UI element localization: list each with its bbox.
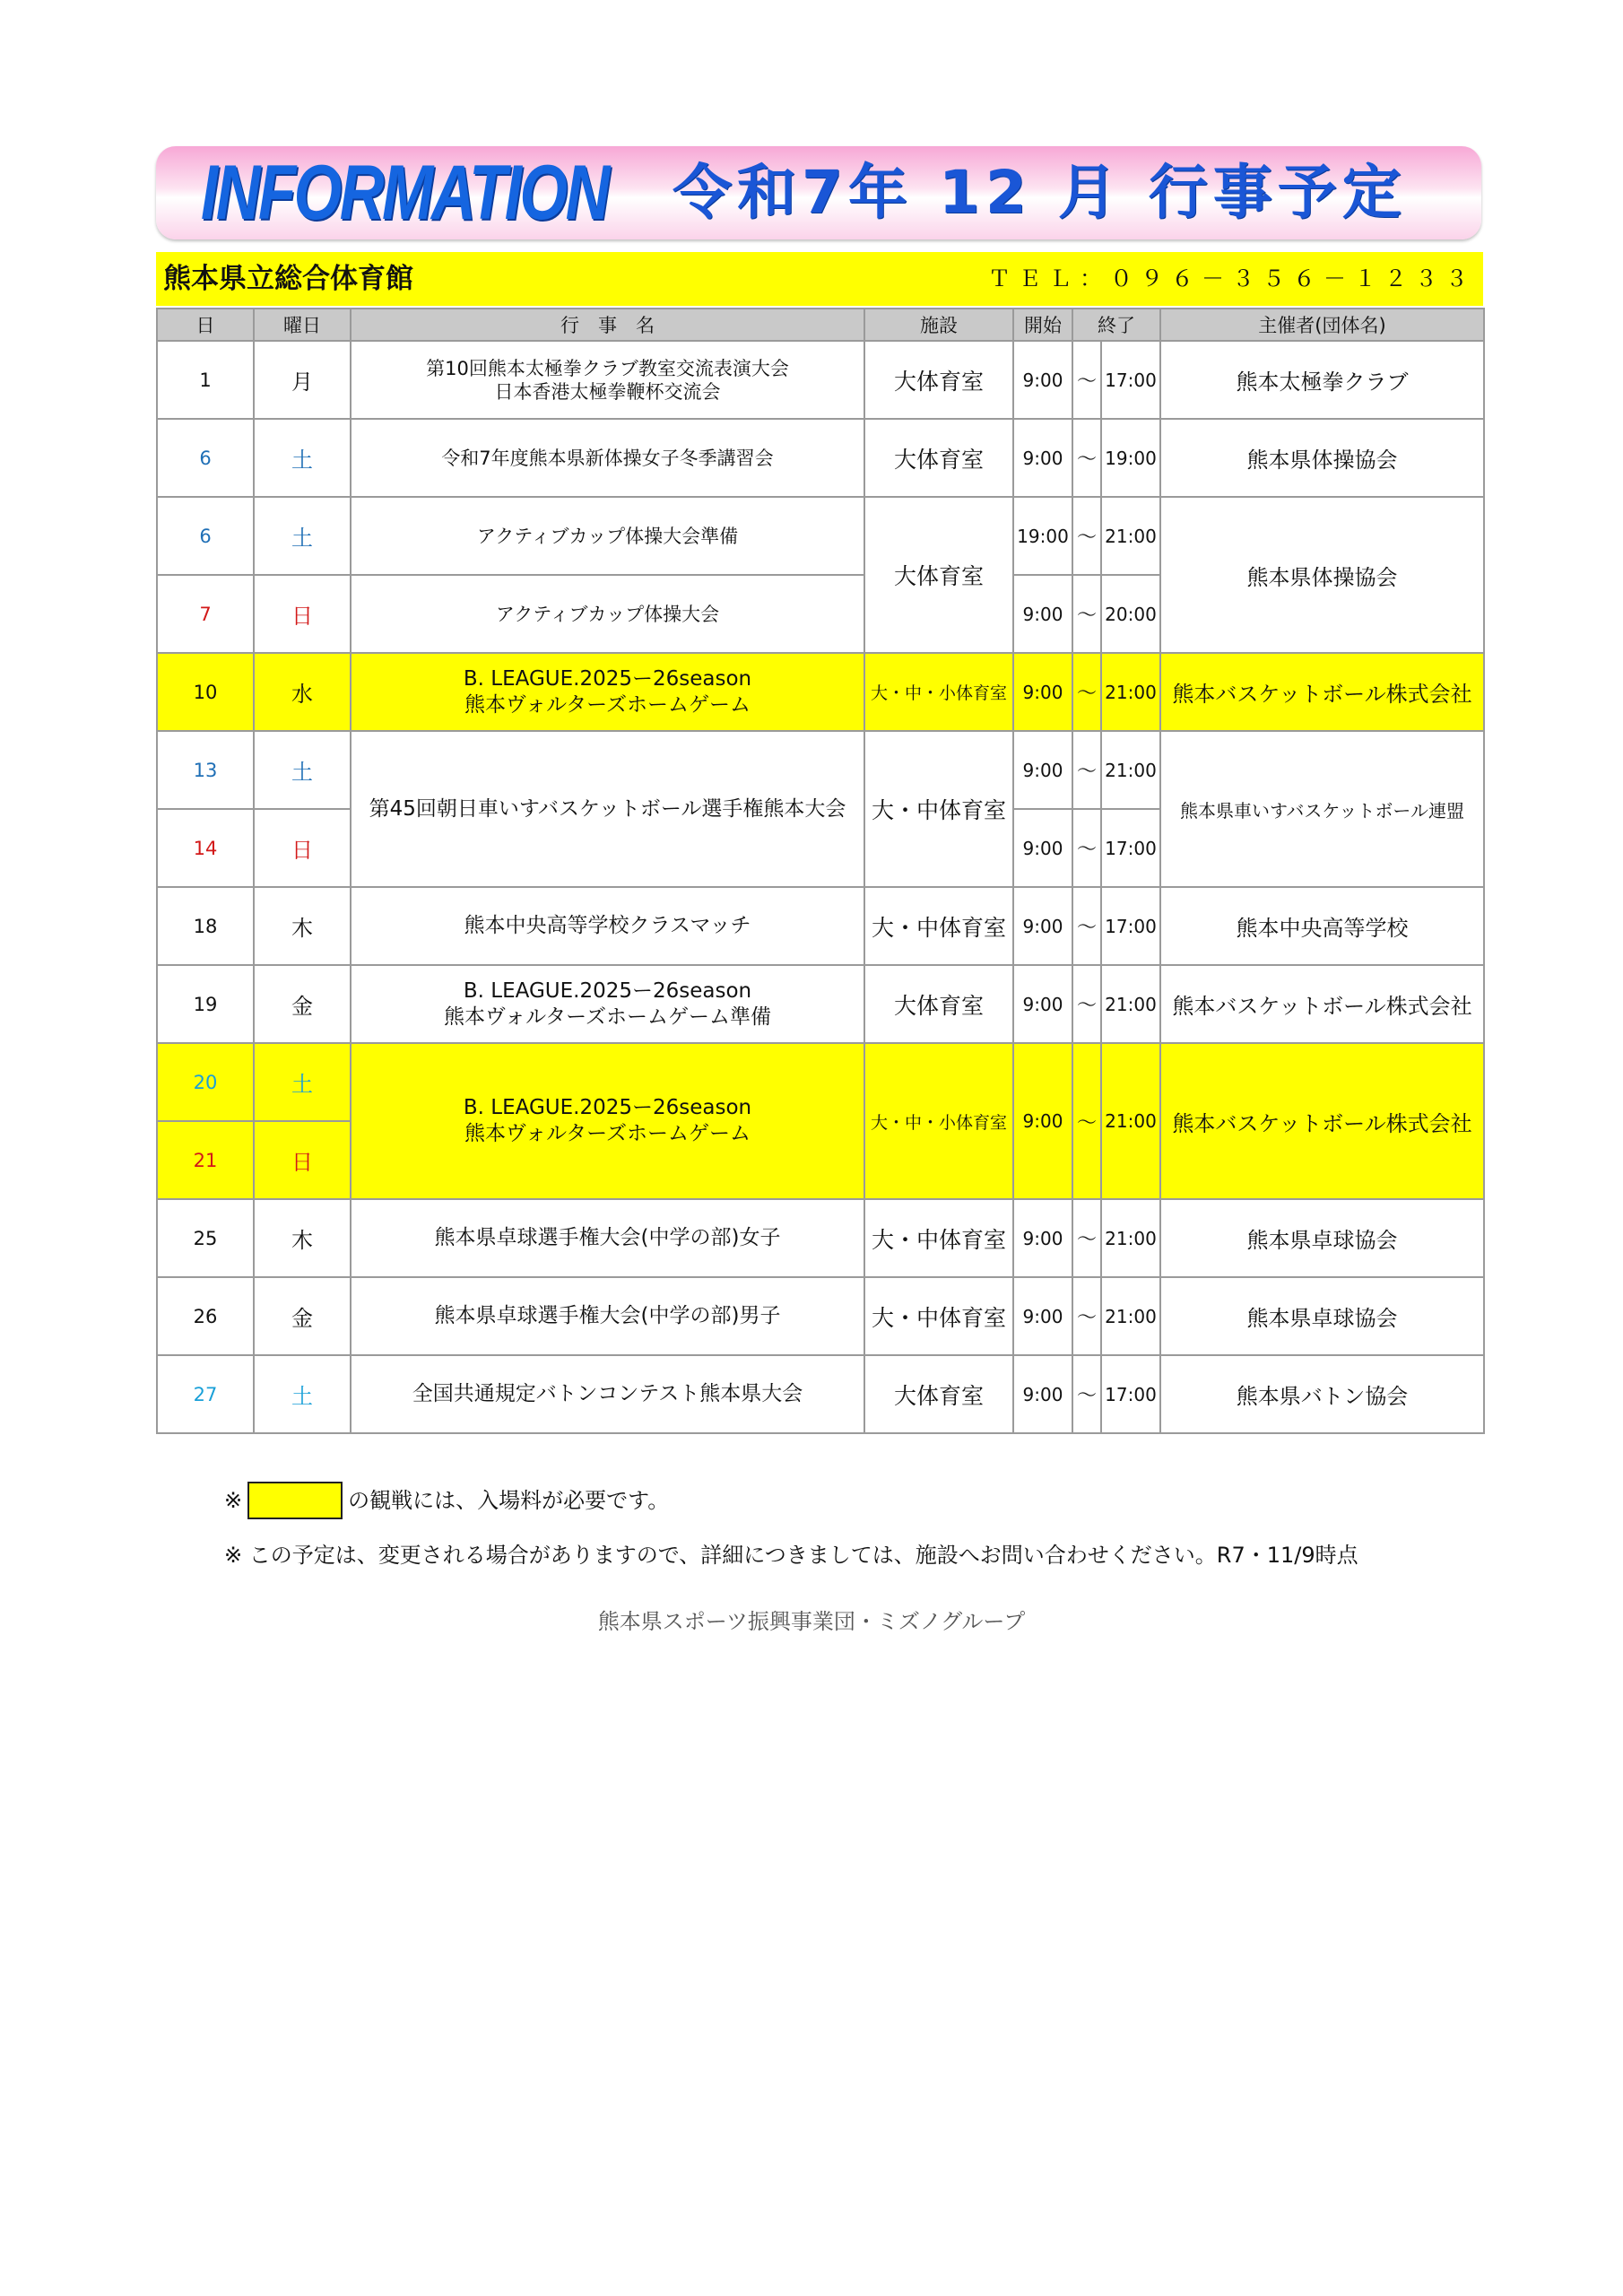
day-cell: 14 (157, 809, 254, 887)
tilde-cell: ～ (1072, 809, 1101, 887)
event-cell (351, 965, 864, 1043)
day-cell: 7 (157, 575, 254, 653)
weekday-cell: 土 (254, 1355, 351, 1433)
organizer-cell: 熊本県体操協会 (1160, 419, 1484, 497)
facility-cell: 大体育室 (864, 497, 1013, 653)
facility-cell: 大体育室 (864, 341, 1013, 419)
table-row (157, 887, 1484, 965)
table-row (157, 341, 1484, 419)
venue-name: 熊本県立総合体育館 (163, 263, 413, 295)
weekday-cell: 木 (254, 1199, 351, 1277)
header-end: 終了 (1072, 309, 1160, 341)
tilde-cell: ～ (1072, 419, 1101, 497)
weekday-cell: 木 (254, 887, 351, 965)
end-time-cell: 21:00 (1101, 731, 1160, 809)
event-line-2: 熊本ヴォルターズホームゲーム (464, 1122, 751, 1145)
event-line-2: 熊本ヴォルターズホームゲーム準備 (443, 1004, 771, 1029)
event-cell: 熊本中央高等学校クラスマッチ (351, 887, 864, 965)
start-time-cell: 9:00 (1013, 965, 1072, 1043)
facility-cell: 大体育室 (864, 1355, 1013, 1433)
title-banner (156, 146, 1481, 239)
admission-note-text: の観戦には、入場料が必要です。 (348, 1488, 670, 1513)
table-row (157, 1199, 1484, 1277)
start-time-cell: 9:00 (1013, 341, 1072, 419)
event-cell: 熊本県卓球選手権大会(中学の部)女子 (351, 1199, 864, 1277)
end-time-cell: 17:00 (1101, 809, 1160, 887)
organizer-cell: 熊本バスケットボール株式会社 (1160, 965, 1484, 1043)
header-facility: 施設 (864, 309, 1013, 341)
event-cell: 第45回朝日車いすバスケットボール選手権熊本大会 (351, 731, 864, 887)
end-time-cell: 17:00 (1101, 341, 1160, 419)
header-event: 行 事 名 (351, 309, 864, 341)
tilde-cell: ～ (1072, 653, 1101, 731)
weekday-cell: 日 (254, 809, 351, 887)
page-title: 令和7年 12 月 行事予定 (673, 158, 1407, 227)
facility-cell: 大体育室 (864, 419, 1013, 497)
event-line-1: B. LEAGUE.2025ー26season (463, 978, 752, 1003)
end-time-cell: 19:00 (1101, 419, 1160, 497)
table-header-row (157, 309, 1484, 341)
footer-organization: 熊本県スポーツ振興事業団・ミズノグループ (597, 1609, 1026, 1634)
schedule-table (156, 308, 1485, 1434)
tilde-cell: ～ (1072, 1043, 1101, 1199)
weekday-cell: 土 (254, 1043, 351, 1121)
day-cell: 6 (157, 497, 254, 575)
start-time-cell: 9:00 (1013, 419, 1072, 497)
organizer-cell: 熊本バスケットボール株式会社 (1160, 653, 1484, 731)
tilde-cell: ～ (1072, 497, 1101, 575)
admission-note (224, 1480, 669, 1519)
weekday-cell: 金 (254, 965, 351, 1043)
event-line-1: 第10回熊本太極拳クラブ教室交流表演大会 (426, 357, 789, 379)
event-line-2: 熊本ヴォルターズホームゲーム (464, 692, 751, 717)
tilde-cell: ～ (1072, 887, 1101, 965)
event-line-1: B. LEAGUE.2025ー26season (463, 1096, 752, 1119)
facility-cell: 大・中体育室 (864, 731, 1013, 887)
day-cell: 25 (157, 1199, 254, 1277)
event-cell: 全国共通規定バトンコンテスト熊本県大会 (351, 1355, 864, 1433)
reference-mark: ※ (224, 1488, 243, 1513)
day-cell: 18 (157, 887, 254, 965)
weekday-cell: 土 (254, 731, 351, 809)
facility-cell: 大・中・小体育室 (864, 1043, 1013, 1199)
event-cell: 令和7年度熊本県新体操女子冬季講習会 (351, 419, 864, 497)
start-time-cell: 9:00 (1013, 1277, 1072, 1355)
event-cell: 熊本県卓球選手権大会(中学の部)男子 (351, 1277, 864, 1355)
day-cell: 1 (157, 341, 254, 419)
end-time-cell: 21:00 (1101, 497, 1160, 575)
day-cell: 27 (157, 1355, 254, 1433)
organizer-cell: 熊本県車いすバスケットボール連盟 (1160, 731, 1484, 887)
table-row (157, 731, 1484, 809)
facility-cell: 大・中体育室 (864, 887, 1013, 965)
day-cell: 19 (157, 965, 254, 1043)
day-cell: 6 (157, 419, 254, 497)
tilde-cell: ～ (1072, 575, 1101, 653)
header-day: 日 (157, 309, 254, 341)
organizer-cell: 熊本県卓球協会 (1160, 1277, 1484, 1355)
start-time-cell: 19:00 (1013, 497, 1072, 575)
organizer-cell: 熊本中央高等学校 (1160, 887, 1484, 965)
weekday-cell: 日 (254, 1121, 351, 1199)
start-time-cell: 9:00 (1013, 1043, 1072, 1199)
start-time-cell: 9:00 (1013, 575, 1072, 653)
end-time-cell: 20:00 (1101, 575, 1160, 653)
organizer-cell: 熊本バスケットボール株式会社 (1160, 1043, 1484, 1199)
organizer-cell: 熊本県体操協会 (1160, 497, 1484, 653)
table-row-highlighted (157, 1043, 1484, 1121)
venue-phone: ＴＥＬ：０９６－３５６－１２３３ (987, 265, 1476, 291)
end-time-cell: 21:00 (1101, 653, 1160, 731)
day-cell: 20 (157, 1043, 254, 1121)
table-row (157, 1355, 1484, 1433)
start-time-cell: 9:00 (1013, 887, 1072, 965)
end-time-cell: 21:00 (1101, 1199, 1160, 1277)
end-time-cell: 17:00 (1101, 887, 1160, 965)
facility-cell: 大・中体育室 (864, 1199, 1013, 1277)
weekday-cell: 水 (254, 653, 351, 731)
start-time-cell: 9:00 (1013, 731, 1072, 809)
end-time-cell: 17:00 (1101, 1355, 1160, 1433)
event-cell (351, 341, 864, 419)
tilde-cell: ～ (1072, 341, 1101, 419)
header-start: 開始 (1013, 309, 1072, 341)
facility-cell: 大・中・小体育室 (864, 653, 1013, 731)
tilde-cell: ～ (1072, 965, 1101, 1043)
weekday-cell: 月 (254, 341, 351, 419)
table-row (157, 419, 1484, 497)
venue-bar (156, 252, 1483, 306)
header-organizer: 主催者(団体名) (1160, 309, 1484, 341)
weekday-cell: 金 (254, 1277, 351, 1355)
start-time-cell: 9:00 (1013, 1199, 1072, 1277)
tilde-cell: ～ (1072, 1199, 1101, 1277)
start-time-cell: 9:00 (1013, 1355, 1072, 1433)
day-cell: 26 (157, 1277, 254, 1355)
tilde-cell: ～ (1072, 1277, 1101, 1355)
organizer-cell: 熊本県卓球協会 (1160, 1199, 1484, 1277)
day-cell: 13 (157, 731, 254, 809)
day-cell: 10 (157, 653, 254, 731)
event-cell: アクティブカップ体操大会 (351, 575, 864, 653)
organizer-cell: 熊本太極拳クラブ (1160, 341, 1484, 419)
event-cell (351, 1043, 864, 1199)
weekday-cell: 日 (254, 575, 351, 653)
day-cell: 21 (157, 1121, 254, 1199)
start-time-cell: 9:00 (1013, 809, 1072, 887)
event-line-2: 日本香港太極拳鞭杯交流会 (494, 380, 721, 403)
information-logo: INFORMATION (201, 150, 608, 236)
end-time-cell: 21:00 (1101, 1277, 1160, 1355)
table-row-highlighted (157, 653, 1484, 731)
table-row (157, 497, 1484, 575)
weekday-cell: 土 (254, 419, 351, 497)
event-cell (351, 653, 864, 731)
header-weekday: 曜日 (254, 309, 351, 341)
facility-cell: 大体育室 (864, 965, 1013, 1043)
start-time-cell: 9:00 (1013, 653, 1072, 731)
facility-cell: 大・中体育室 (864, 1277, 1013, 1355)
tilde-cell: ～ (1072, 731, 1101, 809)
end-time-cell: 21:00 (1101, 965, 1160, 1043)
weekday-cell: 土 (254, 497, 351, 575)
tilde-cell: ～ (1072, 1355, 1101, 1433)
schedule-change-note: ※ この予定は、変更される場合がありますので、詳細につきましては、施設へお問い合わせください。R7・11/9時点 (224, 1543, 1358, 1568)
highlight-swatch (247, 1482, 343, 1519)
event-line-1: B. LEAGUE.2025ー26season (463, 666, 752, 691)
end-time-cell: 21:00 (1101, 1043, 1160, 1199)
table-row (157, 1277, 1484, 1355)
table-row (157, 965, 1484, 1043)
organizer-cell: 熊本県バトン協会 (1160, 1355, 1484, 1433)
event-cell: アクティブカップ体操大会準備 (351, 497, 864, 575)
